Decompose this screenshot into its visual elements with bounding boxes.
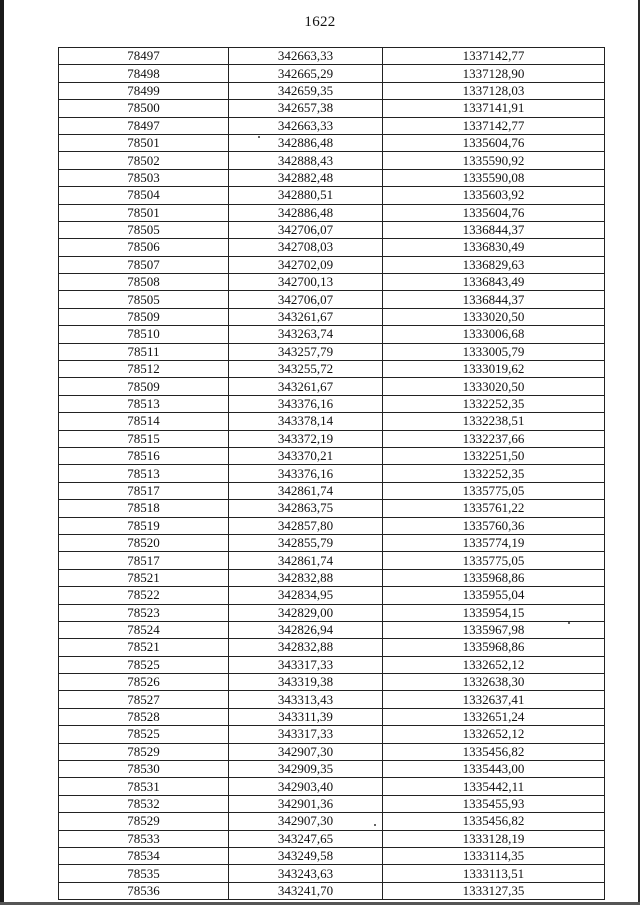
- point-number-cell: 78525: [59, 656, 229, 673]
- x-coordinate-cell: 343313,43: [229, 691, 383, 708]
- point-number-cell: 78517: [59, 552, 229, 569]
- table-row: [59, 552, 605, 569]
- x-coordinate-cell: 342832,88: [229, 639, 383, 656]
- table-row: [59, 604, 605, 621]
- table-row: [59, 587, 605, 604]
- point-number-cell: 78532: [59, 795, 229, 812]
- scan-left-edge: [0, 0, 4, 905]
- y-coordinate-cell: 1335968,86: [383, 639, 605, 656]
- y-coordinate-cell: 1336830,49: [383, 239, 605, 256]
- table-row: [59, 743, 605, 760]
- table-row: [59, 82, 605, 99]
- y-coordinate-cell: 1335604,76: [383, 134, 605, 151]
- point-number-cell: 78524: [59, 621, 229, 638]
- table-row: [59, 361, 605, 378]
- table-row: [59, 708, 605, 725]
- y-coordinate-cell: 1335456,82: [383, 813, 605, 830]
- coordinates-table-body: [59, 48, 605, 900]
- table-row: [59, 152, 605, 169]
- table-row: [59, 65, 605, 82]
- table-row: [59, 256, 605, 273]
- point-number-cell: 78529: [59, 813, 229, 830]
- y-coordinate-cell: 1336843,49: [383, 274, 605, 291]
- point-number-cell: 78507: [59, 256, 229, 273]
- table-row: [59, 117, 605, 134]
- y-coordinate-cell: 1332638,30: [383, 674, 605, 691]
- y-coordinate-cell: 1333127,35: [383, 882, 605, 899]
- y-coordinate-cell: 1335955,04: [383, 587, 605, 604]
- point-number-cell: 78499: [59, 82, 229, 99]
- y-coordinate-cell: 1337128,03: [383, 82, 605, 99]
- y-coordinate-cell: 1333020,50: [383, 378, 605, 395]
- point-number-cell: 78522: [59, 587, 229, 604]
- x-coordinate-cell: 343319,38: [229, 674, 383, 691]
- table-row: [59, 882, 605, 899]
- x-coordinate-cell: 342663,33: [229, 117, 383, 134]
- y-coordinate-cell: 1335967,98: [383, 621, 605, 638]
- point-number-cell: 78521: [59, 569, 229, 586]
- point-number-cell: 78510: [59, 326, 229, 343]
- x-coordinate-cell: 343376,16: [229, 395, 383, 412]
- table-row: [59, 847, 605, 864]
- y-coordinate-cell: 1337142,77: [383, 117, 605, 134]
- point-number-cell: 78523: [59, 604, 229, 621]
- table-row: [59, 795, 605, 812]
- point-number-cell: 78516: [59, 447, 229, 464]
- y-coordinate-cell: 1332252,35: [383, 395, 605, 412]
- table-row: [59, 830, 605, 847]
- x-coordinate-cell: 343263,74: [229, 326, 383, 343]
- y-coordinate-cell: 1333114,35: [383, 847, 605, 864]
- point-number-cell: 78536: [59, 882, 229, 899]
- table-row: [59, 413, 605, 430]
- x-coordinate-cell: 342832,88: [229, 569, 383, 586]
- table-row: [59, 482, 605, 499]
- y-coordinate-cell: 1336844,37: [383, 221, 605, 238]
- table-row: [59, 726, 605, 743]
- point-number-cell: 78521: [59, 639, 229, 656]
- x-coordinate-cell: 343249,58: [229, 847, 383, 864]
- y-coordinate-cell: 1335603,92: [383, 187, 605, 204]
- x-coordinate-cell: 343378,14: [229, 413, 383, 430]
- point-number-cell: 78503: [59, 169, 229, 186]
- y-coordinate-cell: 1332238,51: [383, 413, 605, 430]
- point-number-cell: 78511: [59, 343, 229, 360]
- x-coordinate-cell: 342657,38: [229, 100, 383, 117]
- table-row: [59, 621, 605, 638]
- point-number-cell: 78501: [59, 204, 229, 221]
- point-number-cell: 78528: [59, 708, 229, 725]
- point-number-cell: 78530: [59, 761, 229, 778]
- x-coordinate-cell: 342706,07: [229, 291, 383, 308]
- x-coordinate-cell: 343311,39: [229, 708, 383, 725]
- table-row: [59, 813, 605, 830]
- point-number-cell: 78500: [59, 100, 229, 117]
- y-coordinate-cell: 1332251,50: [383, 447, 605, 464]
- point-number-cell: 78509: [59, 308, 229, 325]
- y-coordinate-cell: 1333006,68: [383, 326, 605, 343]
- x-coordinate-cell: 342700,13: [229, 274, 383, 291]
- y-coordinate-cell: 1332637,41: [383, 691, 605, 708]
- table-row: [59, 291, 605, 308]
- x-coordinate-cell: 343261,67: [229, 378, 383, 395]
- table-row: [59, 517, 605, 534]
- x-coordinate-cell: 342659,35: [229, 82, 383, 99]
- y-coordinate-cell: 1333128,19: [383, 830, 605, 847]
- point-number-cell: 78525: [59, 726, 229, 743]
- table-row: [59, 656, 605, 673]
- table-row: [59, 500, 605, 517]
- y-coordinate-cell: 1335775,05: [383, 482, 605, 499]
- table-row: [59, 187, 605, 204]
- table-row: [59, 534, 605, 551]
- table-row: [59, 761, 605, 778]
- y-coordinate-cell: 1335455,93: [383, 795, 605, 812]
- y-coordinate-cell: 1336829,63: [383, 256, 605, 273]
- point-number-cell: 78534: [59, 847, 229, 864]
- x-coordinate-cell: 342882,48: [229, 169, 383, 186]
- y-coordinate-cell: 1335761,22: [383, 500, 605, 517]
- table-row: [59, 221, 605, 238]
- table-row: [59, 674, 605, 691]
- y-coordinate-cell: 1332652,12: [383, 726, 605, 743]
- x-coordinate-cell: 342888,43: [229, 152, 383, 169]
- y-coordinate-cell: 1333005,79: [383, 343, 605, 360]
- x-coordinate-cell: 343261,67: [229, 308, 383, 325]
- x-coordinate-cell: 342855,79: [229, 534, 383, 551]
- point-number-cell: 78517: [59, 482, 229, 499]
- point-number-cell: 78531: [59, 778, 229, 795]
- y-coordinate-cell: 1335954,15: [383, 604, 605, 621]
- x-coordinate-cell: 342663,33: [229, 48, 383, 65]
- y-coordinate-cell: 1335590,08: [383, 169, 605, 186]
- x-coordinate-cell: 343247,65: [229, 830, 383, 847]
- y-coordinate-cell: 1332237,66: [383, 430, 605, 447]
- point-number-cell: 78529: [59, 743, 229, 760]
- page-number: 1622: [304, 14, 336, 30]
- x-coordinate-cell: 342857,80: [229, 517, 383, 534]
- y-coordinate-cell: 1335604,76: [383, 204, 605, 221]
- x-coordinate-cell: 343243,63: [229, 865, 383, 882]
- point-number-cell: 78533: [59, 830, 229, 847]
- y-coordinate-cell: 1335590,92: [383, 152, 605, 169]
- x-coordinate-cell: 343317,33: [229, 726, 383, 743]
- y-coordinate-cell: 1336844,37: [383, 291, 605, 308]
- y-coordinate-cell: 1337141,91: [383, 100, 605, 117]
- point-number-cell: 78513: [59, 395, 229, 412]
- y-coordinate-cell: 1333113,51: [383, 865, 605, 882]
- point-number-cell: 78501: [59, 134, 229, 151]
- y-coordinate-cell: 1335775,05: [383, 552, 605, 569]
- table-row: [59, 639, 605, 656]
- point-number-cell: 78535: [59, 865, 229, 882]
- x-coordinate-cell: 342901,36: [229, 795, 383, 812]
- scan-speck: [568, 622, 570, 624]
- table-row: [59, 378, 605, 395]
- y-coordinate-cell: 1332651,24: [383, 708, 605, 725]
- table-row: [59, 430, 605, 447]
- y-coordinate-cell: 1333020,50: [383, 308, 605, 325]
- table-row: [59, 326, 605, 343]
- y-coordinate-cell: 1332652,12: [383, 656, 605, 673]
- table-row: [59, 465, 605, 482]
- y-coordinate-cell: 1335442,11: [383, 778, 605, 795]
- point-number-cell: 78506: [59, 239, 229, 256]
- x-coordinate-cell: 342907,30: [229, 743, 383, 760]
- table-row: [59, 274, 605, 291]
- table-row: [59, 308, 605, 325]
- table-row: [59, 48, 605, 65]
- point-number-cell: 78512: [59, 361, 229, 378]
- table-row: [59, 134, 605, 151]
- table-row: [59, 169, 605, 186]
- point-number-cell: 78497: [59, 48, 229, 65]
- scan-speck: [374, 824, 376, 826]
- x-coordinate-cell: 343257,79: [229, 343, 383, 360]
- x-coordinate-cell: 343241,70: [229, 882, 383, 899]
- x-coordinate-cell: 343317,33: [229, 656, 383, 673]
- x-coordinate-cell: 343370,21: [229, 447, 383, 464]
- table-row: [59, 343, 605, 360]
- x-coordinate-cell: 342702,09: [229, 256, 383, 273]
- x-coordinate-cell: 342861,74: [229, 552, 383, 569]
- y-coordinate-cell: 1335443,00: [383, 761, 605, 778]
- table-row: [59, 204, 605, 221]
- y-coordinate-cell: 1335968,86: [383, 569, 605, 586]
- point-number-cell: 78515: [59, 430, 229, 447]
- x-coordinate-cell: 342886,48: [229, 134, 383, 151]
- point-number-cell: 78508: [59, 274, 229, 291]
- x-coordinate-cell: 342863,75: [229, 500, 383, 517]
- y-coordinate-cell: 1332252,35: [383, 465, 605, 482]
- x-coordinate-cell: 343372,19: [229, 430, 383, 447]
- point-number-cell: 78520: [59, 534, 229, 551]
- x-coordinate-cell: 343255,72: [229, 361, 383, 378]
- x-coordinate-cell: 342903,40: [229, 778, 383, 795]
- x-coordinate-cell: 342886,48: [229, 204, 383, 221]
- table-row: [59, 447, 605, 464]
- table-row: [59, 100, 605, 117]
- table-row: [59, 569, 605, 586]
- y-coordinate-cell: 1335774,19: [383, 534, 605, 551]
- point-number-cell: 78497: [59, 117, 229, 134]
- point-number-cell: 78502: [59, 152, 229, 169]
- coordinates-table: [58, 47, 605, 900]
- x-coordinate-cell: 342706,07: [229, 221, 383, 238]
- x-coordinate-cell: 342829,00: [229, 604, 383, 621]
- point-number-cell: 78518: [59, 500, 229, 517]
- point-number-cell: 78527: [59, 691, 229, 708]
- x-coordinate-cell: 342907,30: [229, 813, 383, 830]
- y-coordinate-cell: 1335456,82: [383, 743, 605, 760]
- table-row: [59, 691, 605, 708]
- x-coordinate-cell: 342880,51: [229, 187, 383, 204]
- table-row: [59, 395, 605, 412]
- y-coordinate-cell: 1337142,77: [383, 48, 605, 65]
- point-number-cell: 78514: [59, 413, 229, 430]
- x-coordinate-cell: 342826,94: [229, 621, 383, 638]
- x-coordinate-cell: 342708,03: [229, 239, 383, 256]
- x-coordinate-cell: 342665,29: [229, 65, 383, 82]
- scan-speck: [258, 136, 260, 138]
- x-coordinate-cell: 342909,35: [229, 761, 383, 778]
- x-coordinate-cell: 342834,95: [229, 587, 383, 604]
- point-number-cell: 78519: [59, 517, 229, 534]
- x-coordinate-cell: 342861,74: [229, 482, 383, 499]
- point-number-cell: 78498: [59, 65, 229, 82]
- y-coordinate-cell: 1335760,36: [383, 517, 605, 534]
- point-number-cell: 78505: [59, 291, 229, 308]
- y-coordinate-cell: 1337128,90: [383, 65, 605, 82]
- point-number-cell: 78504: [59, 187, 229, 204]
- y-coordinate-cell: 1333019,62: [383, 361, 605, 378]
- table-row: [59, 778, 605, 795]
- point-number-cell: 78505: [59, 221, 229, 238]
- point-number-cell: 78509: [59, 378, 229, 395]
- table-row: [59, 239, 605, 256]
- point-number-cell: 78526: [59, 674, 229, 691]
- point-number-cell: 78513: [59, 465, 229, 482]
- table-row: [59, 865, 605, 882]
- x-coordinate-cell: 343376,16: [229, 465, 383, 482]
